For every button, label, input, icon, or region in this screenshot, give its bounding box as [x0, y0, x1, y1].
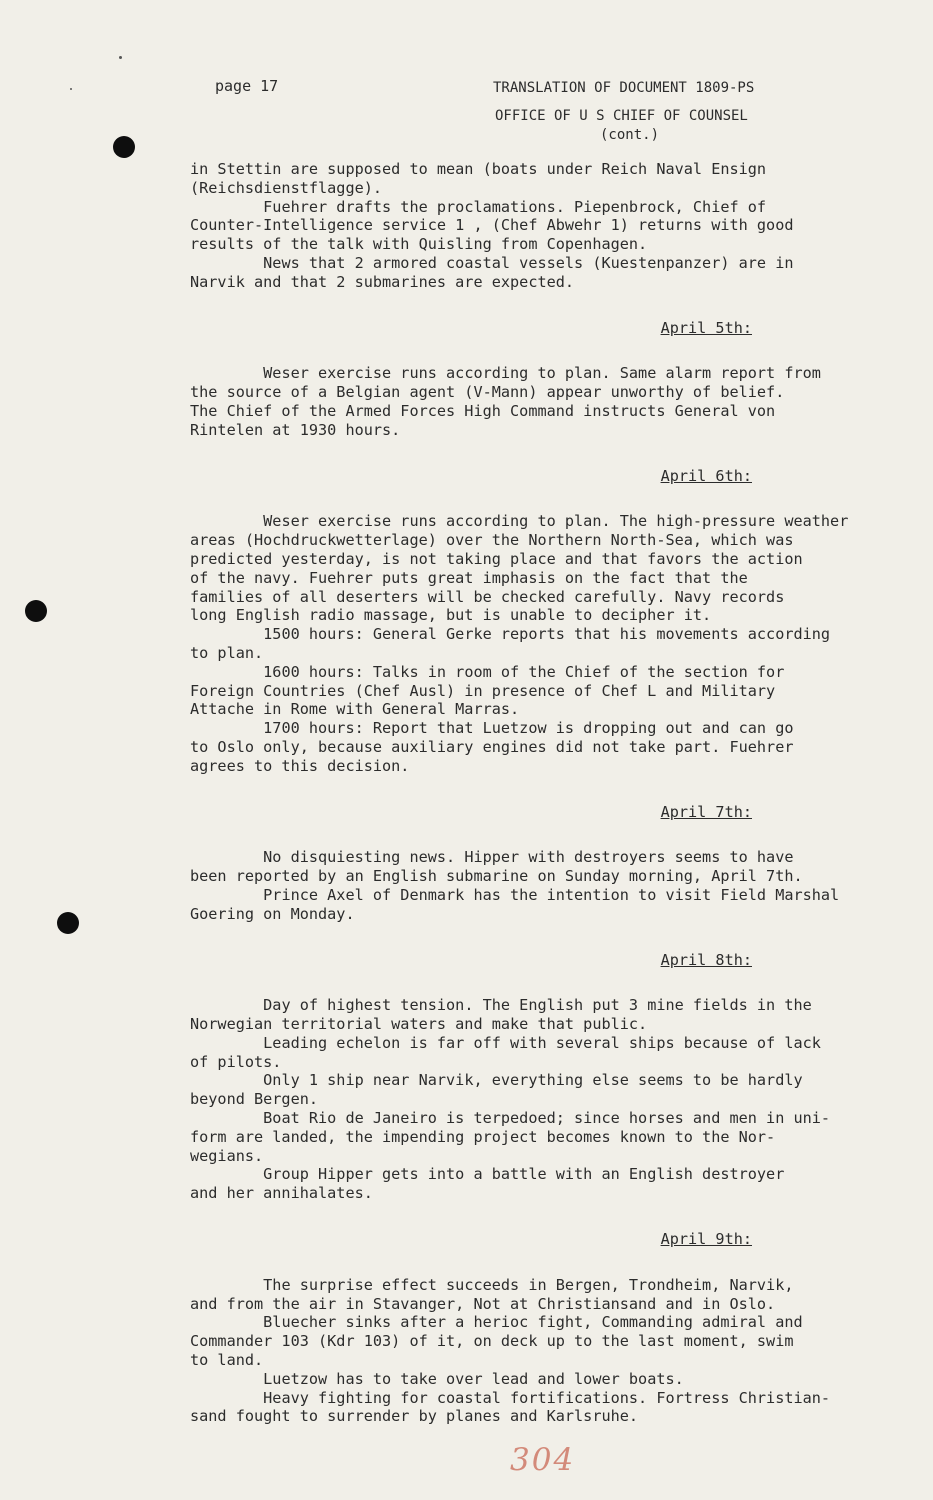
- date-heading: April 8th:: [660, 950, 752, 969]
- document-title: TRANSLATION OF DOCUMENT 1809-PS: [493, 80, 755, 96]
- section-paragraph: The surprise effect succeeds in Bergen, Trondheim, Narvik, and from the air in Stavanger, Not at Christiansand and in Oslo.: [190, 1275, 794, 1313]
- section-april-5: [190, 319, 870, 440]
- punch-hole: [57, 912, 79, 934]
- date-heading: April 7th:: [660, 802, 752, 821]
- date-heading: April 6th:: [660, 466, 752, 485]
- section-april-8: [190, 951, 870, 1204]
- section-paragraph: Luetzow has to take over lead and lower boats.: [190, 1369, 684, 1388]
- section-april-6: [190, 467, 870, 776]
- continued-label: (cont.): [600, 127, 660, 143]
- section-paragraph: Heavy fighting for coastal fortifications. Fortress Christian- sand fought to surrender by planes and Karlsruhe.: [190, 1388, 831, 1426]
- intro-paragraph: Fuehrer drafts the proclamations. Piepenbrock, Chief of Counter-Intelligence service 1 , (Chef Abwehr 1) returns with good results of the talk with Quisling from Copenhagen.: [190, 197, 794, 254]
- section-paragraph: Weser exercise runs according to plan. Same alarm report from the source of a Belgian agent (V-Mann) appear unworthy of belief. The Chief of the Armed Forces High Command instructs General von Rintelen at 1930 hours.: [190, 364, 821, 439]
- section-paragraph: Prince Axel of Denmark has the intention to visit Field Marshal Goering on Monday.: [190, 885, 840, 923]
- handwritten-page-number: 304: [510, 1442, 576, 1478]
- office-line: OFFICE OF U S CHIEF OF COUNSEL: [495, 108, 748, 124]
- section-paragraph: Group Hipper gets into a battle with an English destroyer and her annihalates.: [190, 1165, 785, 1203]
- punch-hole: [25, 600, 47, 622]
- section-paragraph: No disquiesting news. Hipper with destroyers seems to have been reported by an English submarine on Sunday morning, April 7th.: [190, 848, 803, 886]
- section-paragraph: 1700 hours: Report that Luetzow is dropping out and can go to Oslo only, because auxiliary engines did not take part. Fuehrer agrees to this decision.: [190, 719, 794, 775]
- section-paragraph: Only 1 ship near Narvik, everything else seems to be hardly beyond Bergen.: [190, 1071, 803, 1109]
- intro-paragraph: News that 2 armored coastal vessels (Kuestenpanzer) are in Narvik and that 2 submarines are expected.: [190, 253, 794, 291]
- document-header: [0, 0, 933, 150]
- section-paragraph: 1500 hours: General Gerke reports that his movements according to plan.: [190, 625, 831, 662]
- page-label: page 17: [215, 77, 279, 95]
- section-paragraph: Weser exercise runs according to plan. The high-pressure weather areas (Hochdruckwetterlage) over the Northern North-Sea, which was predicted yesterday, is not taking place and that favors the action of the navy. Fuehrer puts great imphasis on the fact that the families of all deserters will be checked carefully. Navy records long English radio massage, but is unable to decipher it.: [190, 512, 849, 625]
- section-april-7: [190, 803, 870, 924]
- document-body: [190, 160, 870, 1426]
- date-heading: April 5th:: [660, 318, 752, 337]
- section-paragraph: Bluecher sinks after a herioc fight, Commanding admiral and Commander 103 (Kdr 103) of it, on deck up to the last moment, swim to land.: [190, 1313, 803, 1370]
- section-paragraph: Day of highest tension. The English put 3 mine fields in the Norwegian territorial waters and make that public.: [190, 996, 812, 1034]
- section-paragraph: Leading echelon is far off with several ships because of lack of pilots.: [190, 1033, 821, 1071]
- date-heading: April 9th:: [660, 1230, 752, 1249]
- section-paragraph: Boat Rio de Janeiro is terpedoed; since horses and men in uni- form are landed, the impending project becomes known to the Nor- wegians.: [190, 1109, 831, 1165]
- section-april-9: [190, 1230, 870, 1426]
- intro-paragraph: in Stettin are supposed to mean (boats under Reich Naval Ensign (Reichsdienstflagge).: [190, 160, 767, 197]
- section-paragraph: 1600 hours: Talks in room of the Chief of the section for Foreign Countries (Chef Ausl) in presence of Chef L and Military Attache in Rome with General Marras.: [190, 662, 785, 719]
